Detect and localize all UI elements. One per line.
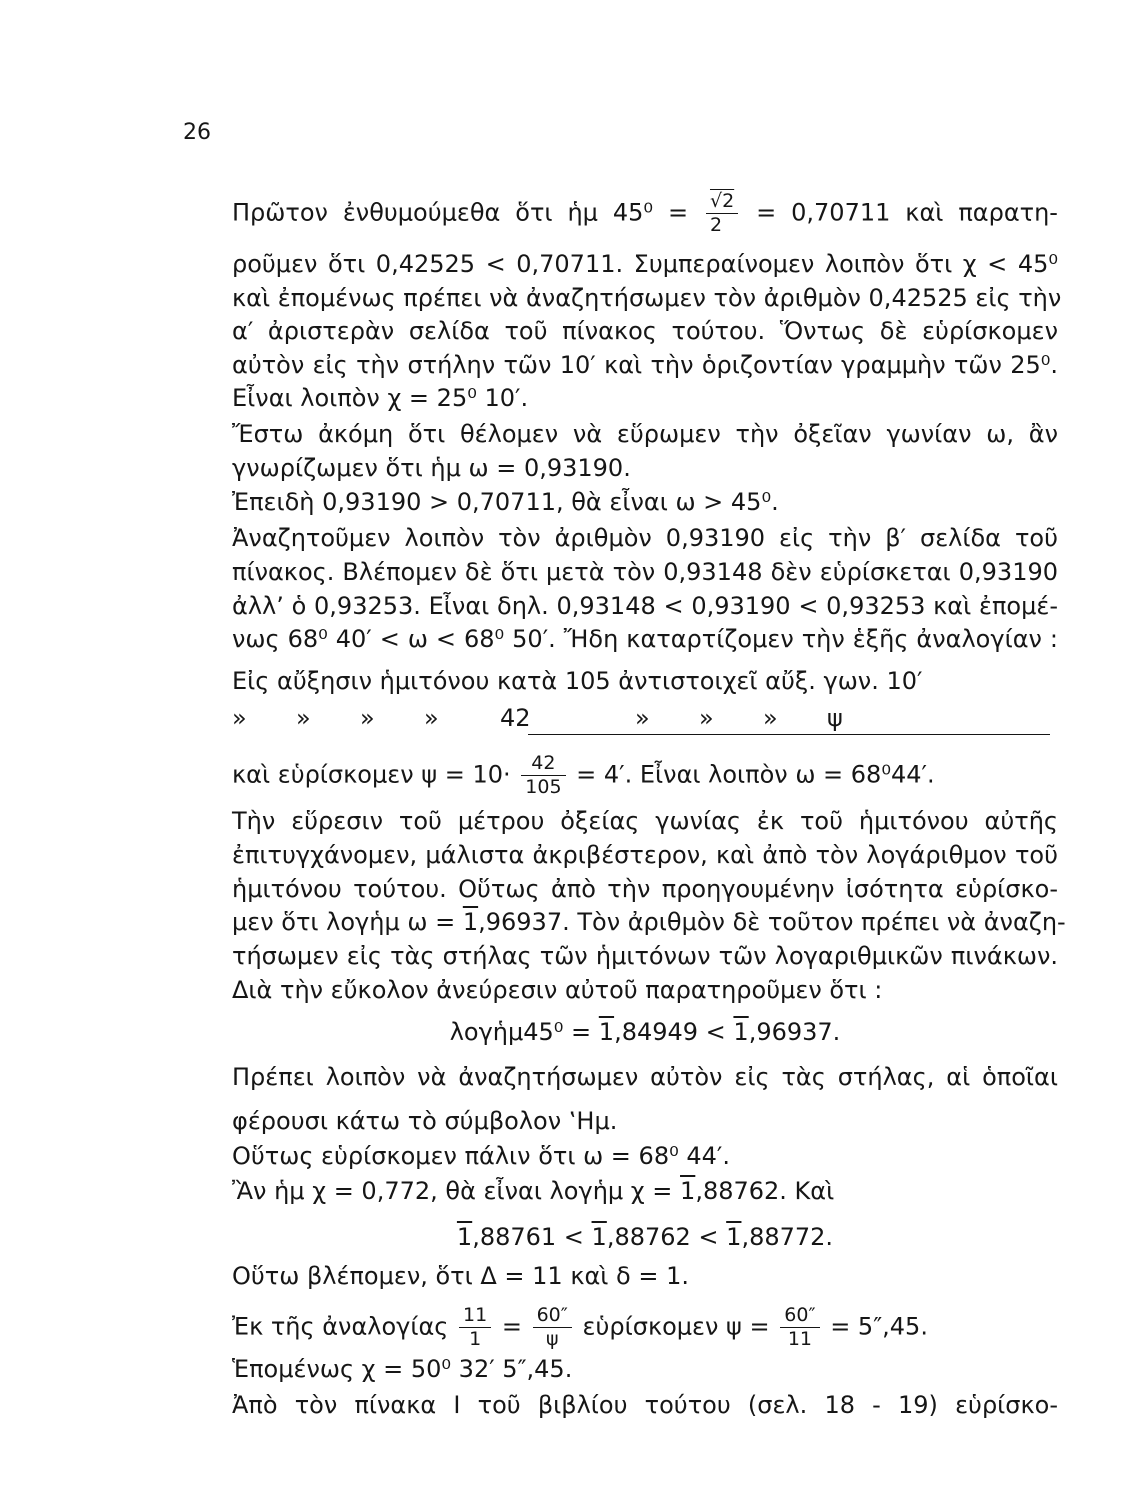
text-line: ροῦμεν ὅτι 0,42525 < 0,70711. Συμπεραίνομεν λοιπὸν ὅτι χ < 45⁰ (232, 250, 1058, 278)
formula-line: λογἡμ45⁰ = 1,84949 < 1,96937. (449, 1018, 841, 1046)
text-line: Ἀναζητοῦμεν λοιπὸν τὸν ἀριθμὸν 0,93190 εἰς τὴν β′ σελίδα τοῦ (232, 524, 1058, 552)
text-line: Εἶναι λοιπὸν χ = 25⁰ 10′. (232, 384, 529, 412)
text-line: γνωρίζωμεν ὅτι ἡμ ω = 0,93190. (232, 454, 631, 482)
text-line: Ἂν ἡμ χ = 0,772, θὰ εἶναι λογἡμ χ = 1,88762. Καὶ (232, 1177, 835, 1205)
text-line: Οὕτω βλέπομεν, ὅτι Δ = 11 καὶ δ = 1. (232, 1262, 689, 1290)
formula-line: 1,88761 < 1,88762 < 1,88772. (456, 1223, 834, 1251)
text-line: φέρουσι κάτω τὸ σύμβολον ‛Ημ. (232, 1107, 618, 1135)
text-line: πίνακος. Βλέπομεν δὲ ὅτι μετὰ τὸν 0,93148 δὲν εὑρίσκεται 0,93190 (232, 558, 1058, 586)
text-line: αὐτὸν εἰς τὴν στήλην τῶν 10′ καὶ τὴν ὁριζοντίαν γραμμὴν τῶν 25⁰. (232, 351, 1058, 379)
text-line: μεν ὅτι λογἡμ ω = 1,96937. Τὸν ἀριθμὸν δὲ τοῦτον πρέπει νὰ ἀναζη- (232, 908, 1066, 936)
fraction: $\frac{√2}{2}$ (706, 192, 738, 235)
text-line: Διὰ τὴν εὔκολον ἀνεύρεσιν αὐτοῦ παρατηροῦμεν ὅτι : (232, 976, 883, 1004)
text-line: Ἀπὸ τὸν πίνακα Ι τοῦ βιβλίου τούτου (σελ. 18 - 19) εὑρίσκο- (232, 1391, 1058, 1419)
text-line: ἡμιτόνου τούτου. Οὕτως ἀπὸ τὴν προηγουμένην ἰσότητα εὑρίσκο- (232, 875, 1058, 903)
text-line: Ἔστω ἀκόμη ὅτι θέλομεν νὰ εὕρωμεν τὴν ὀξεῖαν γωνίαν ω, ἂν (232, 420, 1058, 448)
text-line: Ἐκ τῆς ἀναλογίας $\frac{11}{1}$ = $\frac{60''}{\psi}$ εὑρίσκομεν ψ = $\frac{60''}{11}$ = 5″,45. (232, 1304, 928, 1350)
text-line: Τὴν εὕρεσιν τοῦ μέτρου ὀξείας γωνίας ἐκ τοῦ ἡμιτόνου αὐτῆς (232, 807, 1058, 835)
text-line: Πρῶτον ἐνθυμούμεθα ὅτι ἡμ 45⁰ = $\frac{√2}{2}$ = 0,70711 καὶ παρατη- (232, 190, 1058, 236)
text-line: Ἑπομένως χ = 50⁰ 32′ 5″,45. (232, 1355, 573, 1383)
text-line: Ἐπειδὴ 0,93190 > 0,70711, θὰ εἶναι ω > 45⁰. (232, 488, 779, 516)
fraction: $\frac{42}{105}$ (521, 754, 565, 797)
text-line: Οὕτως εὑρίσκομεν πάλιν ὅτι ω = 68⁰ 44′. (232, 1142, 730, 1170)
text-line: τήσωμεν εἰς τὰς στήλας τῶν ἡμιτόνων τῶν λογαριθμικῶν πινάκων. (232, 942, 1058, 970)
text-line: καὶ εὑρίσκομεν ψ = 10· $\frac{42}{105}$ = 4′. Εἶναι λοιπὸν ω = 68⁰44′. (232, 752, 935, 798)
text-line: Εἰς αὔξησιν ἡμιτόνου κατὰ 105 ἀντιστοιχεῖ αὔξ. γων. 10′ (232, 667, 923, 695)
text-line: Πρέπει λοιπὸν νὰ ἀναζητήσωμεν αὐτὸν εἰς τὰς στήλας, αἱ ὁποῖαι (232, 1063, 1058, 1091)
fraction: $\frac{60''}{\psi}$ (533, 1306, 572, 1349)
text-line: καὶ ἐπομένως πρέπει νὰ ἀναζητήσωμεν τὸν ἀριθμὸν 0,42525 εἰς τὴν (232, 284, 1062, 312)
underline-rule (528, 734, 1050, 735)
text-line: ἀλλ’ ὁ 0,93253. Εἶναι δηλ. 0,93148 < 0,93190 < 0,93253 καὶ ἐπομέ- (232, 592, 1058, 620)
proportion-row: » » » » 42 » » » ψ (232, 704, 843, 732)
text-line: α′ ἀριστερὰν σελίδα τοῦ πίνακος τούτου. Ὅντως δὲ εὑρίσκομεν (232, 317, 1058, 345)
fraction: $\frac{11}{1}$ (459, 1306, 491, 1349)
page-number: 26 (183, 120, 211, 145)
text-line: νως 68⁰ 40′ < ω < 68⁰ 50′. Ἤδη καταρτίζομεν τὴν ἑξῆς ἀναλογίαν : (232, 625, 1058, 653)
text-line: ἐπιτυγχάνομεν, μάλιστα ἀκριβέστερον, καὶ ἀπὸ τὸν λογάριθμον τοῦ (232, 841, 1058, 869)
fraction: $\frac{60''}{11}$ (780, 1306, 819, 1349)
